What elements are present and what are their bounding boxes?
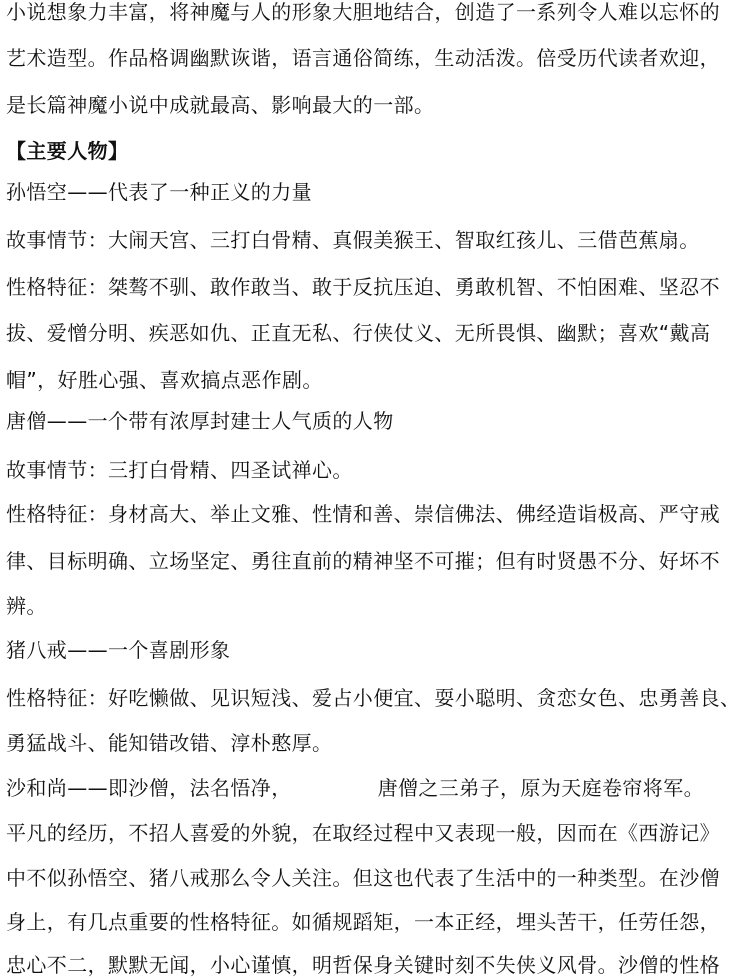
text-line: 身上，有几点重要的性格特征。如循规蹈矩，一本正经，埋头苦干，任劳任怨，: [6, 910, 720, 934]
text-line: 是长篇神魔小说中成就最高、影响最大的一部。: [6, 93, 435, 117]
text-line: 辨。: [6, 594, 47, 618]
text-line: 故事情节：大闹天宫、三打白骨精、真假美猴王、智取红孩儿、三借芭蕉扇。: [6, 228, 700, 252]
text-line: 艺术造型。作品格调幽默诙谐，语言通俗简练，生动活泼。倍受历代读者欢迎，: [6, 46, 720, 70]
text-line: 平凡的经历，不招人喜爱的外貌，在取经过程中又表现一般，因而在《西游记》: [6, 821, 720, 845]
text-line: 帽”，好胜心强、喜欢搞点恶作剧。: [6, 368, 323, 392]
text-line: 性格特征：桀骜不驯、敢作敢当、敢于反抗压迫、勇敢机智、不怕困难、坚忍不: [6, 275, 720, 299]
text-line: 忠心不二，默默无闻，小心谨慎，明哲保身关键时刻不失侠义风骨。沙僧的性格: [6, 953, 720, 977]
text-line: 律、目标明确、立场坚定、勇往直前的精神坚不可摧；但有时贤愚不分、好坏不: [6, 549, 720, 573]
text-line: 中不似孙悟空、猪八戒那么令人关注。但这也代表了生活中的一种类型。在沙僧: [6, 866, 720, 890]
text-segment: 沙和尚——即沙僧，法名悟净，: [6, 776, 292, 800]
section-heading: 【主要人物】: [6, 139, 129, 163]
text-line: 小说想象力丰富，将神魔与人的形象大胆地结合，创造了一系列令人难以忘怀的: [6, 0, 720, 24]
character-heading: 猪八戒——一个喜剧形象: [6, 638, 231, 662]
text-line: 性格特征：好吃懒做、见识短浅、爱占小便宜、耍小聪明、贪恋女色、忠勇善良、: [6, 686, 740, 710]
text-line: 拔、爱憎分明、疾恶如仇、正直无私、行侠仗义、无所畏惧、幽默；喜欢“戴高: [6, 321, 711, 345]
text-line: 勇猛战斗、能知错改错、淳朴憨厚。: [6, 731, 333, 755]
character-heading: [6, 776, 705, 800]
character-heading: 唐僧——一个带有浓厚封建士人气质的人物: [6, 409, 394, 433]
text-line: 故事情节：三打白骨精、四圣试禅心。: [6, 458, 353, 482]
text-segment: 唐僧之三弟子，原为天庭卷帘将军。: [377, 776, 705, 800]
text-line: 性格特征：身材高大、举止文雅、性情和善、崇信佛法、佛经造诣极高、严守戒: [6, 502, 720, 526]
character-heading: 孙悟空——代表了一种正义的力量: [6, 180, 312, 204]
